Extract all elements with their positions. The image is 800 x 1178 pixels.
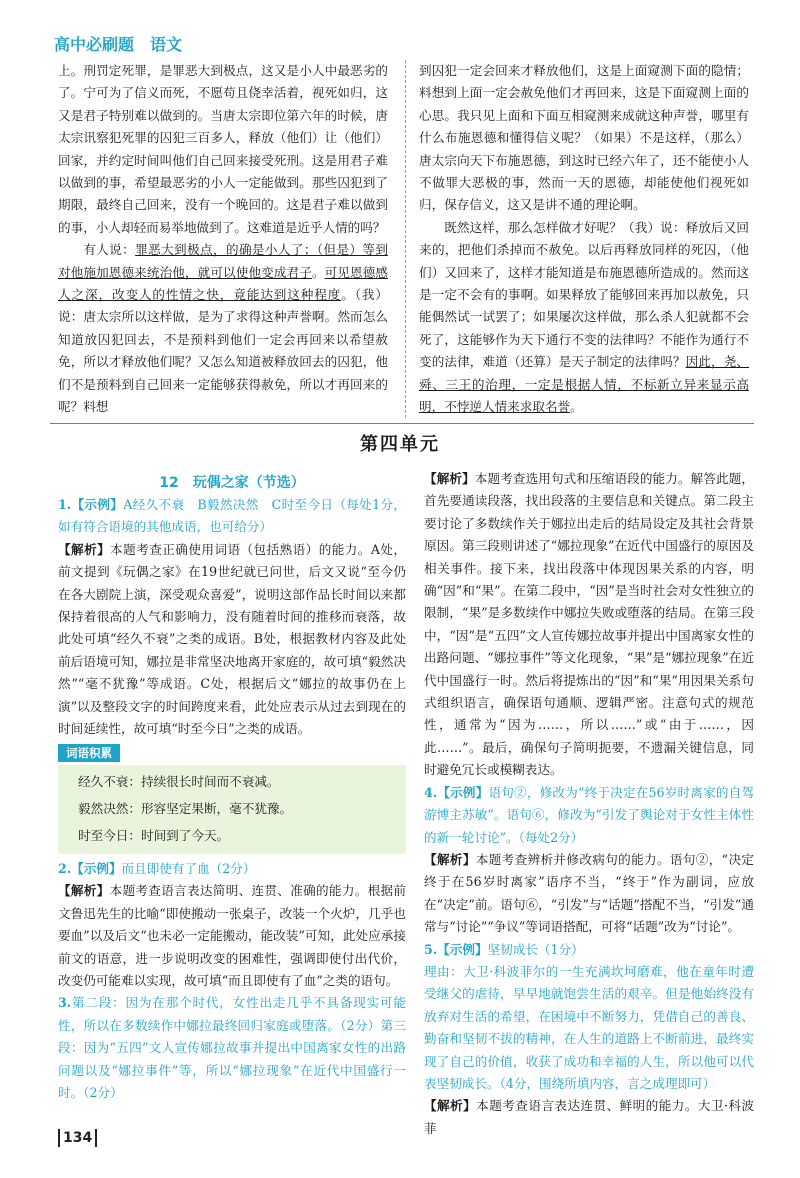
answers-left-column <box>58 494 406 1104</box>
text-run: 。 <box>570 399 583 415</box>
question-number: 5. <box>424 941 438 957</box>
question-3-answer <box>58 992 406 1104</box>
subject-label: 语文 <box>150 35 183 54</box>
lesson-title: 12 玩偶之家（节选） <box>159 475 305 491</box>
example-tag: 【示例】 <box>437 941 488 957</box>
text-run: 。（我）说：唐太宗所以这样做，是为了求得这种声誉啊。然而怎么知道放囚犯回去，不是预料到他们一定会再回来以希望赦免，所以才释放他们呢？又怎么知道被释放回去的囚犯，他们不是预料到自己回来一定能够获得赦免，所以才再回来的呢？料想 <box>58 287 389 415</box>
underlined-text: 因此，尧、舜、三王的治理，一定是根据人情，不标新立异来显示高明，不悖逆人情来求取名誉 <box>419 354 750 415</box>
page-header <box>54 34 182 56</box>
question-2-analysis <box>58 880 406 992</box>
text-run: 有人说： <box>83 242 136 258</box>
answers-right-column <box>424 468 754 1140</box>
question-1-analysis <box>58 539 406 741</box>
question-5-reason: 理由：大卫·科波菲尔的一生充满坎坷磨难，他在童年时遭受继父的虐待，早早地就饱尝生活的艰辛。但是他始终没有放弃对生活的希望，在困境中不断努力，凭借自己的善良、勤奋和坚韧不拔的精神，在人生的道路上不断前进，最终实现了自己的价值，收获了成功和幸福的人生，所以他可以代表坚韧成长。（4分，围绕所填内容，言之成理即可） <box>424 963 754 1091</box>
question-4-analysis <box>424 849 754 939</box>
analysis-tag: 【解析】 <box>424 851 476 867</box>
translation-left-column <box>58 60 388 419</box>
question-3-analysis <box>424 468 754 782</box>
text-run: 。 <box>311 264 325 280</box>
analysis-text: 本题考查辨析并修改病句的能力。语句②，“决定终于在56岁时离家”语序不当，“终于”作为副词，应放在“决定”前。语句⑥，“引发”与“话题”搭配不当，“引发”通常与“讨论”“争议”等词语搭配，可将“话题”改为“讨论”。 <box>424 851 754 935</box>
analysis-tag: 【解析】 <box>58 883 110 899</box>
analysis-text: 本题考查语言表达连贯、鲜明的能力。大卫·科波菲 <box>424 1098 755 1136</box>
example-tag: 【示例】 <box>71 497 124 512</box>
analysis-tag: 【解析】 <box>58 541 111 557</box>
answer-text: 语句②，修改为“终于决定在56岁时离家的自驾游博主苏敏”。语句⑥，修改为“引发了舆论对于女性主体性的新一轮讨论”。（每处2分） <box>424 784 755 845</box>
translation-paragraph <box>419 217 749 419</box>
vocab-box <box>58 765 406 854</box>
question-5-analysis <box>424 1095 754 1140</box>
answer-text: 第二段：因为在那个时代，女性出走几乎不具备现实可能性，所以在多数续作中娜拉最终回归家庭或堕落。（2分）第三段：因为“五四”文人宣传娜拉故事并提出中国离家女性的出路问题以及“娜拉事件”等，所以“娜拉现象”在近代中国盛行一时。（2分） <box>58 995 406 1100</box>
vocab-item: 时至今日：时间到了今天。 <box>78 827 230 843</box>
question-1-answer <box>58 494 406 539</box>
book-title: 高中必刷题 <box>54 35 135 54</box>
section-divider <box>50 423 754 424</box>
answer-text: 而且即使有了血（2分） <box>121 860 256 876</box>
analysis-text: 本题考查选用句式和压缩语段的能力。解答此题，首先要通读段落，找出段落的主要信息和关键点。第二段主要讨论了多数续作关于娜拉出走后的结局设定及其社会背景原因。第三段则讲述了“娜拉现象”在近代中国盛行的原因及相关事件。接下来，找出段落中体现因果关系的内容，明确“因”和“果”。在第二段中，“因”是当时社会对女性独立的限制，“果”是多数续作中娜拉失败或堕落的结局。在第三段中，“因”是“五四”文人宣传娜拉故事并提出中国离家女性的出路问题、“娜拉事件”等文化现象，“果”是“娜拉现象”在近代中国盛行一时。然后将提炼出的“因”和“果”用因果关系句式组织语言，确保语句通顺、逻辑严密。注意句式的规范性，通常为“因为……，所以……”或“由于……，因此……”。最后，确保句子简明扼要，不遗漏关键信息，同时避免冗长或模糊表达。 <box>424 471 755 778</box>
example-tag: 【示例】 <box>71 860 122 876</box>
translation-right-column <box>419 60 749 419</box>
translation-paragraph: 到囚犯一定会回来才释放他们，这是上面窥测下面的隐情；料想到上面一定会赦免他们才再回来，这是下面窥测上面的心思。我只见上面和下面互相窥测来成就这种声誉，哪里有什么布施恩德和懂得信义呢？（如果）不是这样，（那么）唐太宗向天下布施恩德，到这时已经六年了，还不能使小人不做罪大恶极的事，然而一天的恩德，却能使他们视死如归，保存信义，这又是讲不通的理论啊。 <box>419 63 749 213</box>
answer-text: A经久不衰 B毅然决然 C时至今日（每处1分，如有符合语境的其他成语，也可给分） <box>58 497 406 535</box>
analysis-text: 本题考查正确使用词语（包括熟语）的能力。A处，前文提到《玩偶之家》在19世纪就已问世，后文又说“至今仍在各大剧院上演，深受观众喜爱”，说明这部作品长时间以来都保持着很高的人气和影响力，没有随着时间的推移而衰落，故此处可填“经久不衰”之类的成语。B处，根据教材内容及此处前后语境可知，娜拉是非常坚决地离开家庭的，故可填“毅然决然”“毫不犹豫”等成语。C处，根据后文“娜拉的故事仍在上演”以及整段文字的时间跨度来看，此处应表示从过去到现在的时间延续性，故可填“时至今日”之类的成语。 <box>58 541 406 737</box>
question-number: 4. <box>424 784 438 800</box>
analysis-tag: 【解析】 <box>424 471 475 486</box>
unit-title: 第四单元 <box>360 434 440 455</box>
vocab-label: 词语积累 <box>58 744 120 762</box>
translation-paragraph: 上。刑罚定死罪，是罪恶大到极点，这又是小人中最恶劣的了。宁可为了信义而死，不愿苟且侥幸活着，视死如归，这又是君子特别难以做到的。当唐太宗即位第六年的时候，唐太宗讯察犯死罪的囚犯三百多人，释放（他们）让（他们）回家，并约定时间叫他们自己回来接受死刑。这是用君子难以做到的事，希望最恶劣的小人一定能做到。那些囚犯到了期限，最终自己回来，没有一个晚回的。这是君子难以做到的事，小人却轻而易举地做到了。这难道是近乎人情的吗？ <box>58 63 388 235</box>
example-tag: 【示例】 <box>437 784 489 800</box>
analysis-tag: 【解析】 <box>424 1098 477 1114</box>
question-5-answer <box>424 939 754 961</box>
vocab-item: 经久不衰：持续很长时间而不衰减。 <box>78 773 280 789</box>
question-number: 2. <box>58 860 72 876</box>
underlined-text: 罪恶大到极点，的确是小人了；（但是）等到对他施加恩德来统治他，就可以使他变成君子 <box>58 242 389 280</box>
page-number: 134 <box>58 1129 97 1147</box>
question-number: 3. <box>58 995 72 1011</box>
question-number: 1. <box>58 497 72 512</box>
text-run: 既然这样，那么怎样做才好呢？（我）说：释放后又回来的，把他们杀掉而不赦免。以后再释放同样的死囚，（他们）又回来了，这样才能知道是布施恩德所造成的。然而这是一定不会有的事啊。如果释放了能够回来再加以赦免，只能偶然试一试罢了；如果屡次这样做，那么杀人犯就都不会死了，这能够作为天下通行不变的法律吗？不能作为通行不变的法律，难道（还算）是天子制定的法律吗？ <box>419 219 749 370</box>
answer-text: 坚韧成长（1分） <box>487 941 584 957</box>
vocab-item: 毅然决然：形容坚定果断，毫不犹豫。 <box>78 800 293 816</box>
underlined-text: 可见恩德感人之深，改变人的性情之快，竟能达到这种程度 <box>58 264 389 303</box>
analysis-text: 本题考查语言表达简明、连贯、准确的能力。根据前文鲁迅先生的比喻“即使搬动一张桌子，改装一个火炉，几乎也要血”以及后文“也未必一定能搬动，能改装”可知，此处应承接前文的语意，进一步说明改变的困难性，强调即使付出代价，改变仍可能难以实现，故可填“而且即使有了血”之类的语句。 <box>58 883 407 988</box>
question-4-answer <box>424 782 754 849</box>
column-divider <box>405 60 406 418</box>
question-2-answer <box>58 858 406 880</box>
translation-paragraph <box>58 239 388 418</box>
